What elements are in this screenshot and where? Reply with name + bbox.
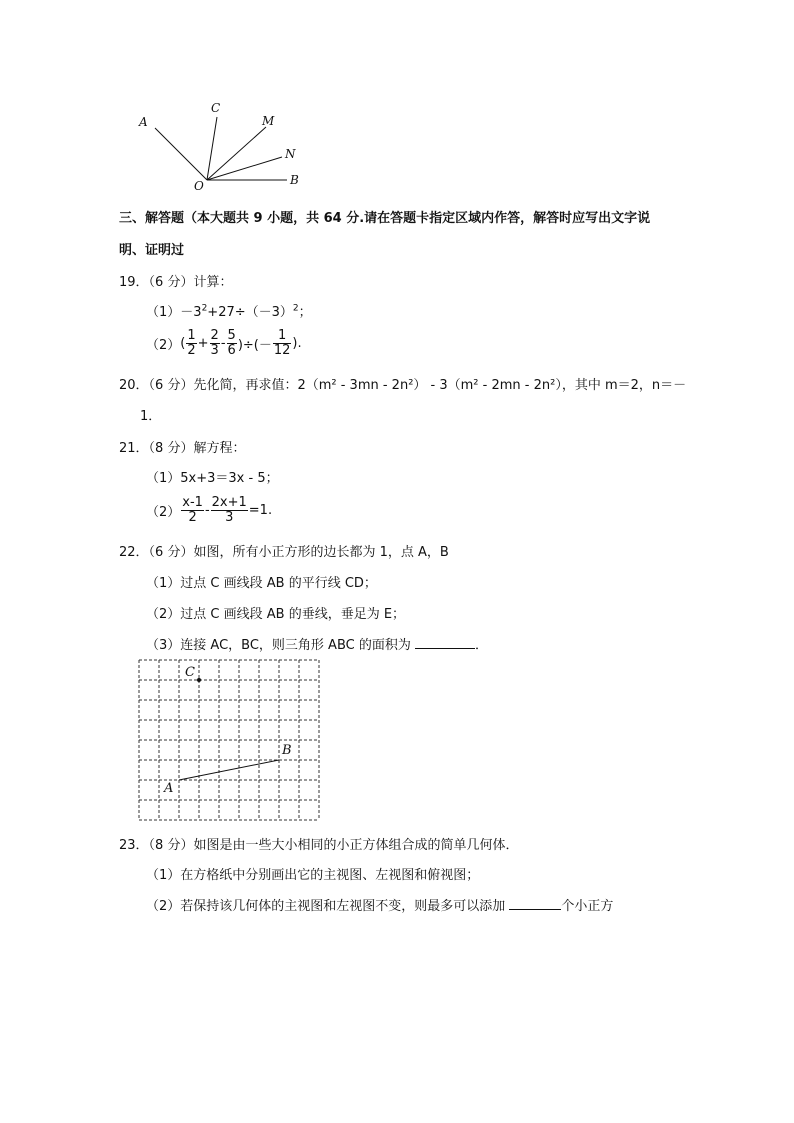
label-B: B bbox=[290, 173, 299, 187]
label-N: N bbox=[285, 147, 296, 161]
q19-p1-end: ； bbox=[298, 305, 312, 320]
section-heading-cont: 明、证明过 bbox=[119, 243, 185, 258]
point-C bbox=[197, 678, 201, 682]
q21-p2-label: （2） bbox=[146, 505, 181, 520]
q19-p1-exp2: 2 bbox=[292, 303, 299, 314]
ray-OC bbox=[207, 117, 217, 180]
q22-part1: （1）过点 C 画线段 AB 的平行线 CD； bbox=[146, 576, 377, 591]
section-heading: 三、解答题（本大题共 9 小题，共 64 分.请在答题卡指定区域内作答，解答时应写出文字说 bbox=[119, 211, 651, 226]
q21-part1: （1）5x+3＝3x - 5； bbox=[146, 471, 279, 486]
ray-ON bbox=[207, 157, 282, 180]
q20-line2: 1． bbox=[140, 409, 162, 424]
q23-part1: （1）在方格纸中分别画出它的主视图、左视图和俯视图； bbox=[146, 868, 480, 883]
q22-part3 bbox=[146, 634, 488, 653]
q23-p2-end: 个小正方 bbox=[561, 899, 614, 914]
q22-answer-blank[interactable] bbox=[415, 648, 475, 649]
q19-part1 bbox=[146, 301, 312, 320]
grid-label-B: B bbox=[282, 743, 292, 758]
label-A: A bbox=[139, 115, 148, 129]
grid-label-A: A bbox=[164, 781, 174, 796]
q21-frac-1: $\frac{x-1}{2}$ bbox=[182, 495, 203, 525]
q22-p3-end: ． bbox=[474, 638, 488, 653]
q19-p2-open: ( bbox=[180, 336, 186, 351]
q19-p2-label: （2） bbox=[146, 338, 181, 353]
q23-p2-text: （2）若保持该几何体的主视图和左视图不变，则最多可以添加 bbox=[146, 899, 506, 914]
label-O: O bbox=[194, 179, 204, 193]
q19-p1-a: －3 bbox=[180, 305, 202, 320]
q21-frac-2: $\frac{2x+1}{3}$ bbox=[211, 495, 247, 525]
q19-frac-1-12: $\frac{1}{12}$ bbox=[273, 328, 291, 358]
q19-p1-b: +27÷（－3） bbox=[207, 305, 293, 320]
grid-figure bbox=[130, 654, 330, 829]
q23-part2 bbox=[146, 895, 613, 914]
q19-frac-1-2: $\frac{1}{2}$ bbox=[187, 328, 196, 358]
label-M: M bbox=[262, 114, 275, 128]
ray-OA bbox=[155, 128, 207, 180]
q22-p3-text: （3）连接 AC，BC，则三角形 ABC 的面积为 bbox=[146, 638, 411, 653]
q19-frac-2-3: $\frac{2}{3}$ bbox=[210, 328, 219, 358]
label-C: C bbox=[211, 101, 221, 115]
q20-line1 bbox=[119, 374, 686, 393]
grid-lines bbox=[139, 660, 319, 820]
q19-frac-5-6: $\frac{5}{6}$ bbox=[227, 328, 236, 358]
q19-part2: （2）( $\frac{1}{2}$ + $\frac{2}{3}$ - $\frac{5}{6}$ )÷(－ $\frac{1}{12}$ ). bbox=[146, 328, 302, 358]
q22-head: 22．（6 分）如图，所有小正方形的边长都为 1，点 A，B bbox=[119, 545, 449, 560]
q20-head: 20．（6 分）先化简，再求值： bbox=[119, 378, 298, 393]
grid-diagram bbox=[130, 654, 330, 829]
q22-part2: （2）过点 C 画线段 AB 的垂线，垂足为 E； bbox=[146, 607, 406, 622]
q23-head: 23．（8 分）如图是由一些大小相同的小正方体组合成的简单几何体． bbox=[119, 838, 519, 853]
q19-head: 19．（6 分）计算： bbox=[119, 275, 233, 290]
q21-part2: （2） $\frac{x-1}{2}$ - $\frac{2x+1}{3}$ =1. bbox=[146, 495, 273, 525]
grid-label-C: C bbox=[185, 665, 195, 680]
q19-p1-exp: 2 bbox=[201, 303, 208, 314]
angle-figure bbox=[130, 95, 320, 195]
q21-head: 21．（8 分）解方程： bbox=[119, 441, 246, 456]
q19-p1-label: （1） bbox=[146, 305, 181, 320]
q20-expr: 2（m² - 3mn - 2n²） - 3（m² - 2mn - 2n²），其中 m＝2，n＝－ bbox=[297, 378, 687, 393]
ray-OM bbox=[207, 127, 266, 180]
segment-AB bbox=[179, 760, 279, 780]
q23-answer-blank[interactable] bbox=[509, 909, 561, 910]
